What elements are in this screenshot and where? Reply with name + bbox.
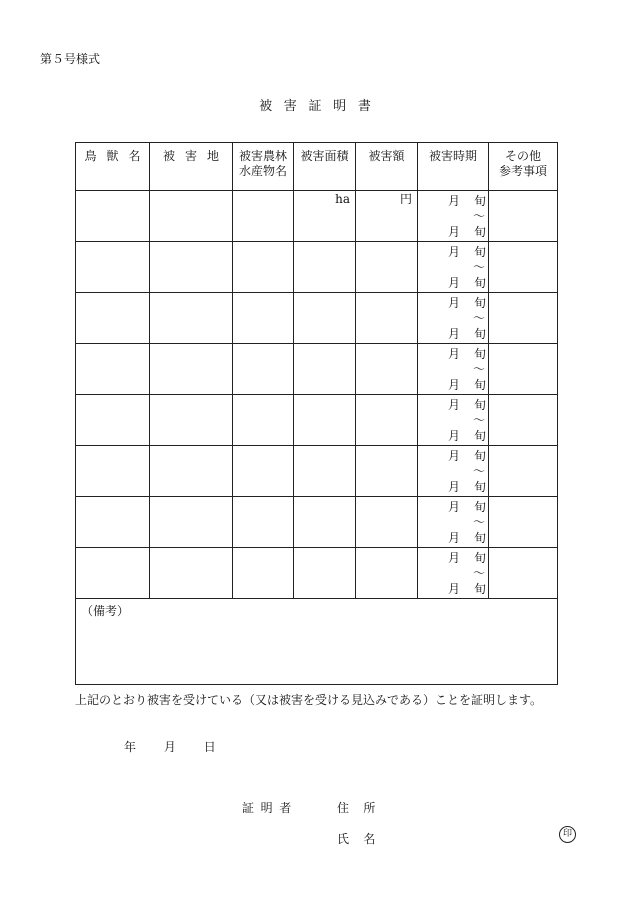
cell-amount[interactable] xyxy=(356,293,418,344)
cell-amount[interactable] xyxy=(356,548,418,599)
period-from-jun: 旬 xyxy=(474,500,487,514)
cell-notes[interactable] xyxy=(489,293,558,344)
header-area: 被害面積 xyxy=(294,143,356,191)
cell-period[interactable] xyxy=(418,395,489,446)
table-row xyxy=(76,446,558,497)
period-tilde: ～ xyxy=(473,566,486,580)
cell-notes[interactable] xyxy=(489,242,558,293)
table-row xyxy=(76,242,558,293)
period-to-month: 月 xyxy=(448,225,461,239)
cell-species[interactable] xyxy=(76,497,150,548)
cell-crop[interactable] xyxy=(233,395,294,446)
table-row xyxy=(76,191,558,242)
cell-species[interactable] xyxy=(76,191,150,242)
period-tilde: ～ xyxy=(473,464,486,478)
cell-area[interactable] xyxy=(294,446,356,497)
period-to-jun: 旬 xyxy=(474,531,487,545)
period-from-month: 月 xyxy=(448,194,461,208)
remarks-row xyxy=(76,599,558,685)
cell-period[interactable] xyxy=(418,344,489,395)
period-to-month: 月 xyxy=(448,582,461,596)
cell-amount[interactable] xyxy=(356,242,418,293)
period-from-month: 月 xyxy=(448,398,461,412)
cell-crop[interactable] xyxy=(233,497,294,548)
cell-area[interactable] xyxy=(294,395,356,446)
cell-location[interactable] xyxy=(150,395,233,446)
cell-notes[interactable] xyxy=(489,446,558,497)
cell-location[interactable] xyxy=(150,497,233,548)
period-to-jun: 旬 xyxy=(474,378,487,392)
certification-statement: 上記のとおり被害を受けている（又は被害を受ける見込みである）ことを証明します。 xyxy=(75,693,543,707)
period-from-jun: 旬 xyxy=(474,449,487,463)
cell-area[interactable] xyxy=(294,191,356,242)
period-to-month: 月 xyxy=(448,480,461,494)
period-tilde: ～ xyxy=(473,515,486,529)
cell-area[interactable] xyxy=(294,344,356,395)
cell-crop[interactable] xyxy=(233,548,294,599)
cell-crop[interactable] xyxy=(233,344,294,395)
period-to-month: 月 xyxy=(448,429,461,443)
cell-crop[interactable] xyxy=(233,191,294,242)
cell-area[interactable] xyxy=(294,548,356,599)
name-label: 氏名 xyxy=(337,832,390,846)
document-title: 被害証明書 xyxy=(259,99,383,114)
cell-period[interactable] xyxy=(418,548,489,599)
header-species: 鳥獣名 xyxy=(76,143,150,191)
period-from-jun: 旬 xyxy=(474,194,487,208)
remarks-label: （備考） xyxy=(81,604,130,618)
cell-location[interactable] xyxy=(150,191,233,242)
period-to-month: 月 xyxy=(448,327,461,341)
period-tilde: ～ xyxy=(473,413,486,427)
period-from-month: 月 xyxy=(448,347,461,361)
seal-mark: 印 xyxy=(559,826,576,843)
cell-species[interactable] xyxy=(76,548,150,599)
table-row xyxy=(76,395,558,446)
header-amount: 被害額 xyxy=(356,143,418,191)
header-notes: その他 参考事項 xyxy=(489,143,558,191)
table-row xyxy=(76,497,558,548)
cell-crop[interactable] xyxy=(233,293,294,344)
cell-species[interactable] xyxy=(76,242,150,293)
cell-notes[interactable] xyxy=(489,548,558,599)
cell-notes[interactable] xyxy=(489,497,558,548)
cell-amount[interactable] xyxy=(356,497,418,548)
period-to-jun: 旬 xyxy=(474,480,487,494)
period-from-jun: 旬 xyxy=(474,296,487,310)
cell-period[interactable] xyxy=(418,497,489,548)
amount-unit: 円 xyxy=(399,192,412,206)
cell-area[interactable] xyxy=(294,497,356,548)
period-to-jun: 旬 xyxy=(474,582,487,596)
period-tilde: ～ xyxy=(473,209,486,223)
period-from-month: 月 xyxy=(448,551,461,565)
damage-table xyxy=(75,142,558,685)
cell-amount[interactable] xyxy=(356,395,418,446)
cell-location[interactable] xyxy=(150,548,233,599)
period-from-month: 月 xyxy=(448,500,461,514)
table-row xyxy=(76,548,558,599)
period-from-jun: 旬 xyxy=(474,347,487,361)
cell-period[interactable] xyxy=(418,191,489,242)
cell-crop[interactable] xyxy=(233,242,294,293)
cell-amount[interactable] xyxy=(356,191,418,242)
cell-area[interactable] xyxy=(294,242,356,293)
period-tilde: ～ xyxy=(473,362,486,376)
cell-amount[interactable] xyxy=(356,446,418,497)
table-header-row xyxy=(76,143,558,191)
certifier-label: 証明者 xyxy=(242,801,298,815)
period-from-jun: 旬 xyxy=(474,245,487,259)
period-to-jun: 旬 xyxy=(474,276,487,290)
period-to-month: 月 xyxy=(448,378,461,392)
cell-period[interactable] xyxy=(418,446,489,497)
period-to-jun: 旬 xyxy=(474,327,487,341)
cell-amount[interactable] xyxy=(356,344,418,395)
cell-location[interactable] xyxy=(150,344,233,395)
period-to-jun: 旬 xyxy=(474,429,487,443)
date-line xyxy=(124,738,240,755)
cell-location[interactable] xyxy=(150,293,233,344)
period-to-month: 月 xyxy=(448,276,461,290)
period-from-month: 月 xyxy=(448,245,461,259)
header-location: 被害地 xyxy=(150,143,233,191)
date-year: 年 xyxy=(124,740,137,754)
date-day: 日 xyxy=(203,740,216,754)
address-label: 住所 xyxy=(337,801,390,815)
area-unit: ha xyxy=(335,192,350,206)
period-from-month: 月 xyxy=(448,449,461,463)
cell-notes[interactable] xyxy=(489,191,558,242)
cell-crop[interactable] xyxy=(233,446,294,497)
cell-notes[interactable] xyxy=(489,344,558,395)
period-from-month: 月 xyxy=(448,296,461,310)
cell-notes[interactable] xyxy=(489,395,558,446)
period-tilde: ～ xyxy=(473,311,486,325)
cell-location[interactable] xyxy=(150,446,233,497)
period-to-jun: 旬 xyxy=(474,225,487,239)
cell-species[interactable] xyxy=(76,293,150,344)
cell-species[interactable] xyxy=(76,395,150,446)
form-number: 第５号様式 xyxy=(40,52,101,66)
table-row xyxy=(76,293,558,344)
date-month: 月 xyxy=(163,740,176,754)
cell-area[interactable] xyxy=(294,293,356,344)
cell-period[interactable] xyxy=(418,242,489,293)
period-from-jun: 旬 xyxy=(474,398,487,412)
cell-species[interactable] xyxy=(76,344,150,395)
period-to-month: 月 xyxy=(448,531,461,545)
period-tilde: ～ xyxy=(473,260,486,274)
cell-period[interactable] xyxy=(418,293,489,344)
cell-location[interactable] xyxy=(150,242,233,293)
header-period: 被害時期 xyxy=(418,143,489,191)
cell-species[interactable] xyxy=(76,446,150,497)
remarks-cell[interactable] xyxy=(76,599,558,685)
table-row xyxy=(76,344,558,395)
period-from-jun: 旬 xyxy=(474,551,487,565)
header-crop: 被害農林 水産物名 xyxy=(233,143,294,191)
